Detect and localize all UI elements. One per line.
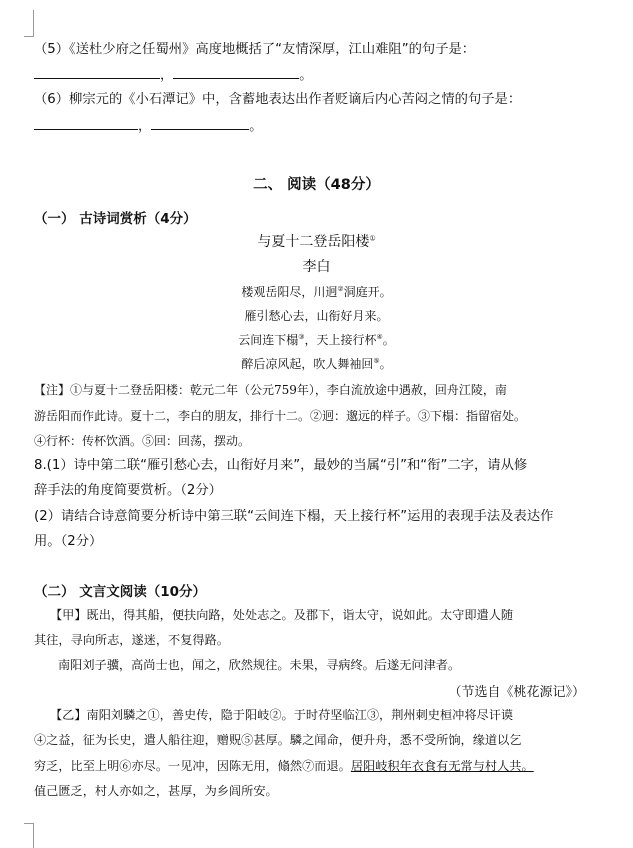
part-2-title: （二） 文言文阅读（10分） — [34, 584, 206, 600]
section-title: 二、 阅读（48分） — [253, 177, 380, 193]
poem-text: 。 — [382, 333, 395, 347]
footnote-mark: ② — [337, 285, 344, 293]
poem-title — [0, 231, 633, 251]
answer-blank-6a[interactable] — [34, 115, 138, 130]
crop-mark-bottom-left — [24, 823, 34, 848]
question-6 — [34, 90, 617, 110]
footnote-mark: ⑤ — [373, 357, 380, 365]
poem-line — [0, 283, 633, 300]
passage-yi-line — [34, 756, 617, 776]
answer-blank-5a[interactable] — [34, 64, 160, 79]
poem-text: 洞庭开。 — [343, 285, 392, 299]
answer-blank-5b[interactable] — [173, 64, 299, 79]
passage-jia-line: 【甲】既出，得其船，便扶向路，处处志之。及郡下，诣太守，说如此。太守即遣人随 — [50, 608, 514, 622]
underlined-sentence: 居阳岐积年衣食有无常与村人共。 — [350, 759, 534, 773]
passage-jia-line: 其往，寻向所志，遂迷，不复得路。 — [34, 633, 229, 647]
poem-text: 雁引愁心去，山衔好月来。 — [244, 309, 389, 323]
poem-text: 。 — [379, 357, 392, 371]
poem-note-line: ④行杯：传杯饮酒。⑤回：回荡，摆动。 — [34, 434, 251, 448]
part-1-title: （一） 古诗词赏析（4分） — [34, 211, 197, 227]
question-5 — [34, 40, 617, 60]
question-8-line: 用。（2分） — [34, 534, 103, 549]
poem-text: 云间连下榻 — [238, 333, 299, 347]
answer-blank-6b[interactable] — [151, 115, 249, 130]
passage-source: （节选自《桃花源记》） — [448, 685, 585, 700]
poem-title-text: 与夏十二登岳阳楼 — [257, 234, 370, 250]
answer-separator: ， — [138, 119, 152, 134]
answer-end-mark: 。 — [299, 68, 313, 83]
poem-author: 李白 — [302, 259, 331, 275]
answer-separator: ， — [160, 68, 174, 83]
passage-yi-line: ④之益，征为长史，遣人船往迎，赠贶⑤甚厚。驎之闻命，便升舟，悉不受所饷，缘道以乞 — [34, 733, 522, 747]
question-5-answer — [34, 64, 617, 86]
footnote-mark: ① — [369, 234, 376, 243]
footnote-mark: ④ — [376, 333, 383, 341]
poem-note-line: 【注】①与夏十二登岳阳楼：乾元二年（公元759年），李白流放途中遇赦，回舟江陵，南 — [34, 383, 507, 397]
passage-yi-line: 值己匮乏，村人亦如之，甚厚，为乡闾所安。 — [34, 784, 278, 798]
question-8-line: 辞手法的角度简要赏析。（2分） — [34, 483, 222, 498]
poem-line — [0, 355, 633, 372]
poem-text: 楼观岳阳尽，川迥 — [241, 285, 338, 299]
question-5-text: （5）《送杜少府之任蜀州》高度地概括了“友情深厚，江山难阻”的句子是： — [34, 42, 476, 57]
poem-text: ，天上接行杯 — [304, 333, 377, 347]
poem-line — [0, 331, 633, 348]
footnote-mark: ③ — [298, 333, 305, 341]
answer-end-mark: 。 — [249, 119, 263, 134]
passage-jia-line: 南阳刘子骥，高尚士也，闻之，欣然规往。未果，寻病终。后遂无问津者。 — [58, 658, 461, 672]
question-8-line: (2）请结合诗意简要分析诗中第三联“云间连下榻，天上接行杯”运用的表现手法及表达作 — [34, 509, 554, 524]
question-6-answer — [34, 115, 617, 137]
question-8-line: 8.(1）诗中第二联“雁引愁心去，山衔好月来”，最妙的当属“引”和“衔”二字，请从修 — [34, 458, 528, 473]
poem-text: 醉后凉风起，吹人舞袖回 — [241, 357, 374, 371]
poem-note-line: 游岳阳而作此诗。夏十二，李白的朋友，排行十二。②迥：邈远的样子。③下榻：指留宿处。 — [34, 409, 527, 423]
question-6-text: （6）柳宗元的《小石潭记》中，含蓄地表达出作者贬谪后内心苦闷之情的句子是： — [34, 92, 522, 107]
poem-line — [0, 307, 633, 324]
passage-yi-text: 穷乏，比至上明⑥亦尽。一见冲，因陈无用，翛然⑦而退。 — [34, 759, 351, 773]
crop-mark-top-left — [24, 10, 34, 37]
passage-yi-line: 【乙】南阳刘驎之①，善史传，隐于阳岐②。于时苻坚临江③，荆州刺史桓冲将尽讦谟 — [50, 708, 514, 722]
